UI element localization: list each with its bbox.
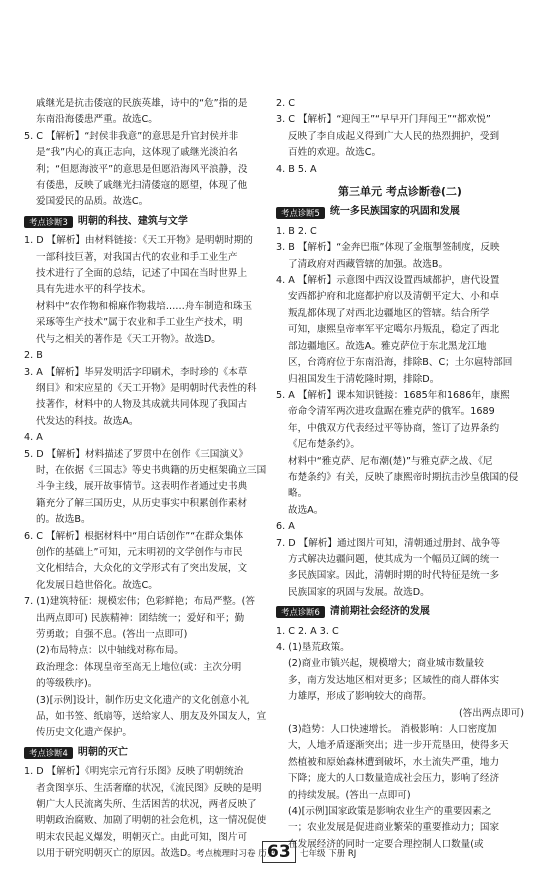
answer-line: 爱国爱民的品质。故选C。 — [36, 196, 149, 208]
section-5-title: 统一多民族国家的巩固和发展 — [329, 206, 460, 218]
answer-line: 3. A 【解析】毕昇发明活字印刷术，李时珍的《本草 — [24, 366, 248, 378]
answer-line: 1. D 【解析】由材料链接：《天工开物》是明朝时期的 — [24, 235, 253, 247]
right-column — [276, 96, 524, 853]
answer-line: 叛乱都体现了对西北边疆地区的管辖。结合所学 — [288, 307, 490, 319]
answer-line: (2)商业市镇兴起，规模增大；商业城市数量较 — [288, 658, 484, 670]
left-intro-block — [24, 96, 272, 211]
answer-line: 7. D 【解析】通过图片可知，清朝通过册封、战争等 — [276, 537, 501, 549]
answer-line: 5. D 【解析】材料描述了罗贯中在创作《三国演义》 — [24, 448, 249, 460]
answer-line: 戚继光是抗击倭寇的民族英雄，诗中的“危”指的是 — [36, 98, 248, 109]
section-3-badge: 考点诊断3 — [24, 216, 73, 228]
answer-line: 2. B — [24, 350, 43, 362]
answer-line: 安西都护府和北庭都护府以及清朝平定大、小和卓 — [288, 291, 500, 303]
answer-line: 文化相结合，大众化的文学形式有了突出发展，文 — [36, 563, 248, 575]
answer-line: 5. C 【解析】“封侯非我意”的意思是升官封侯并非 — [24, 130, 239, 142]
section-6-title: 清前期社会经济的发展 — [329, 606, 430, 618]
answer-line: 3. C 【解析】“迎闯王”“早早开门拜闯王”“都欢悦” — [276, 114, 491, 126]
answer-line: 《尼布楚条约》。 — [288, 439, 360, 451]
answer-line: 多，南方发达地区相对更多；区域性的商人群体实 — [288, 674, 500, 686]
answer-line: 代发达的科技。故选A。 — [36, 415, 139, 427]
section-4-title: 明朝的灭亡 — [77, 746, 128, 758]
answer-line: 利；“但愿海波平”的意思是但愿沿海风平浪静，没 — [36, 163, 248, 175]
answer-line: 力雄厚，形成了影响较大的商帮。 — [288, 691, 432, 703]
answer-line: 传历史文化遗产保护。 — [36, 727, 132, 739]
answer-line: (3)趋势：人口快速增长。 消极影响：人口密度加 — [288, 724, 497, 736]
section-6-badge: 考点诊断6 — [276, 606, 325, 618]
section-5-answers — [276, 224, 524, 601]
answer-line: 籍充分了解三国历史，从历史事实中积累创作素材 — [36, 497, 248, 509]
answer-line: 的等级秩序)。 — [36, 678, 98, 690]
answer-line: 一部科技巨著，对我国古代的农业和手工业生产 — [36, 251, 238, 263]
answer-line: 劳勇敢；自强不息。(答出一点即可) — [36, 629, 188, 640]
answer-line: 是“我”内心的真正志向，这体现了戚继光淡泊名 — [36, 147, 238, 159]
answer-line: 东南沿海倭患严重。故选C。 — [36, 114, 158, 126]
answer-line: 6. A — [276, 521, 295, 533]
answer-line: 技术进行了全面的总结，记述了中国在当时世界上 — [36, 268, 248, 280]
section-6-header — [276, 604, 524, 620]
answer-line: 4. A — [24, 432, 43, 444]
footer-book-title: 考点梳理时习卷 历史 — [196, 849, 276, 859]
answer-line: 大，人地矛盾逐渐突出；进一步开荒垦田，使得多天 — [288, 740, 509, 752]
answer-line: 可知，康熙皇帝率军平定噶尔丹叛乱，稳定了西北 — [288, 324, 500, 336]
answer-line: 故选A。 — [288, 504, 324, 516]
answer-line: 明末农民起义爆发，明朝灭亡。由此可知，图片可 — [36, 831, 248, 843]
footer-grade-info: 七年级 下册 RJ — [300, 849, 357, 859]
answer-line: 的。故选B。 — [36, 514, 91, 526]
answer-line: 了清政府对西藏管辖的加强。故选B。 — [288, 258, 449, 270]
section-3-title: 明朝的科技、建筑与文学 — [77, 215, 188, 227]
answer-line: 4. (1)垦荒政策。 — [276, 642, 350, 653]
answer-line: 1. B 2. C — [276, 225, 317, 237]
answer-line: (3)[示例]设计，制作历史文化遗产的文化创意小礼 — [36, 694, 249, 706]
answer-line: 代与之相关的著作是《天工开物》。故选D。 — [36, 333, 221, 345]
answer-line: 斗争主线，展开故事情节。这表明作者通过史书典 — [36, 481, 248, 493]
section-5-header — [276, 204, 524, 220]
answer-line: (2)布局特点：以中轴线对称布局。 — [36, 645, 184, 657]
answer-line: 年，中俄双方代表经过平等协商，签订了边界条约 — [288, 422, 500, 434]
section-4-header — [24, 745, 272, 761]
answer-line: 下降；庞大的人口数量造成社会压力，影响了经济 — [288, 773, 500, 785]
answer-line: 纲目》和宋应星的《天工开物》是明朝时代表性的科 — [36, 382, 257, 394]
answer-line: 出两点即可) 民族精神：团结统一；爱好和平；勤 — [36, 612, 245, 624]
answer-line: 的持续发展。(答出一点即可) — [288, 789, 411, 801]
answer-line: 归祖国发生于清乾隆时期，排除D。 — [288, 373, 440, 385]
answer-line: 百姓的欢迎。故选C。 — [288, 147, 382, 159]
answer-line: 帝命令清军两次进攻盘踞在雅克萨的俄军。1689 — [288, 406, 495, 418]
answer-line: 化发展日趋世俗化。故选C。 — [36, 579, 158, 591]
answer-line: 者贪图享乐、生活奢靡的状况，《流民图》反映的是明 — [36, 782, 262, 794]
section-5-badge: 考点诊断5 — [276, 207, 325, 219]
answer-line: 政治理念：体现皇帝至高无上地位(或：主次分明 — [36, 661, 242, 673]
answer-line: 然植被和原始森林遭到破坏，水土流失严重，地力 — [288, 756, 500, 768]
answer-line: 4. A 【解析】示意图中西汉设置西域都护，唐代设置 — [276, 275, 500, 287]
answer-line: 在发展经济的同时一定要合理控制人口数量(或 — [288, 838, 484, 850]
answer-line: 以用于研究明朝灭亡的原因。故选D。 — [36, 848, 197, 860]
answer-line: 5. A 【解析】课本知识链接：1685年和1686年，康熙 — [276, 389, 510, 401]
answer-line: 材料中“雅克萨、尼布潮(楚)”与雅克萨之战、《尼 — [288, 455, 493, 467]
left-column — [24, 96, 272, 863]
watermark-logo — [410, 800, 528, 870]
answer-line: 朝广大人民流离失所、生活困苦的状况，两者反映了 — [36, 799, 257, 811]
answer-line: 采琢等生产技术”属于农业和手工业生产技术，明 — [36, 317, 243, 329]
answer-line: 6. C 【解析】根据材料中“用白话创作”“在群众集体 — [24, 530, 244, 542]
answer-line: 品，如书签、纸扇等，送给家人、朋友及外国友人，宣 — [36, 711, 267, 723]
answer-line: 4. B 5. A — [276, 163, 317, 175]
answer-line: (4)[示例]国家政策是影响农业生产的重要因素之 — [288, 806, 492, 818]
answer-line: 1. C 2. A 3. C — [276, 625, 339, 637]
answer-line: 部边疆地区。故选A。雅克萨位于东北黑龙江地 — [288, 340, 487, 352]
answer-line: 一；农业发展是促进商业繁荣的重要推动力；国家 — [288, 822, 500, 834]
page-number: 63 — [262, 841, 296, 863]
answer-line: 具有先进水平的科学技术。 — [36, 284, 152, 296]
answer-line: 明朝政治腐败、加剧了明朝的社会危机，这一情况促使 — [36, 815, 267, 827]
answer-line: 材料中“农作物和棉麻作物栽培……舟车制造和珠玉 — [36, 300, 253, 312]
answer-line: 方式解决边疆问题，使其成为一个幅员辽阔的统一 — [288, 553, 500, 565]
unit-title: 第三单元 考点诊断卷(二) — [338, 185, 462, 199]
answer-line: 2. C — [276, 98, 295, 109]
answer-line: 有倭患，反映了戚继光扫清倭寇的愿望，体现了他 — [36, 180, 248, 192]
right-top-answers — [276, 96, 524, 178]
answer-line: 反映了李自成起义得到广大人民的热烈拥护，受到 — [288, 130, 500, 142]
answer-line: 时，在依据《三国志》等史书典籍的历史框架确立三国 — [36, 464, 267, 476]
answer-line: 技著作，材料中的人物及其成就共同体现了我国古 — [36, 399, 248, 411]
section-3-header — [24, 214, 272, 230]
answer-line: 民族国家的巩固与发展。故选D。 — [288, 586, 430, 598]
answer-line: 7. (1)建筑特征：规模宏伟；色彩鲜艳；布局严整。(答 — [24, 596, 256, 608]
answer-line: 创作的基础上”可知，元末明初的文学创作与市民 — [36, 546, 243, 558]
answer-line: 3. B 【解析】“金奔巴瓶”体现了金瓶掣签制度，反映 — [276, 242, 500, 254]
answer-line: 1. D 【解析】《明宪宗元宵行乐图》反映了明朝统治 — [24, 766, 244, 778]
answer-line: (答出两点即可) — [458, 707, 524, 719]
section-3-answers — [24, 233, 272, 742]
answer-line: 布楚条约》有关，反映了康熙帝时期抗击沙皇俄国的侵略。 — [288, 471, 519, 500]
answer-line: 区，台湾府位于东南沿海，排除B、C；土尔扈特部回 — [288, 357, 513, 369]
section-4-badge: 考点诊断4 — [24, 747, 73, 759]
answer-line: 多民族国家。因此，清朝时期的时代特征是统一多 — [288, 570, 500, 582]
